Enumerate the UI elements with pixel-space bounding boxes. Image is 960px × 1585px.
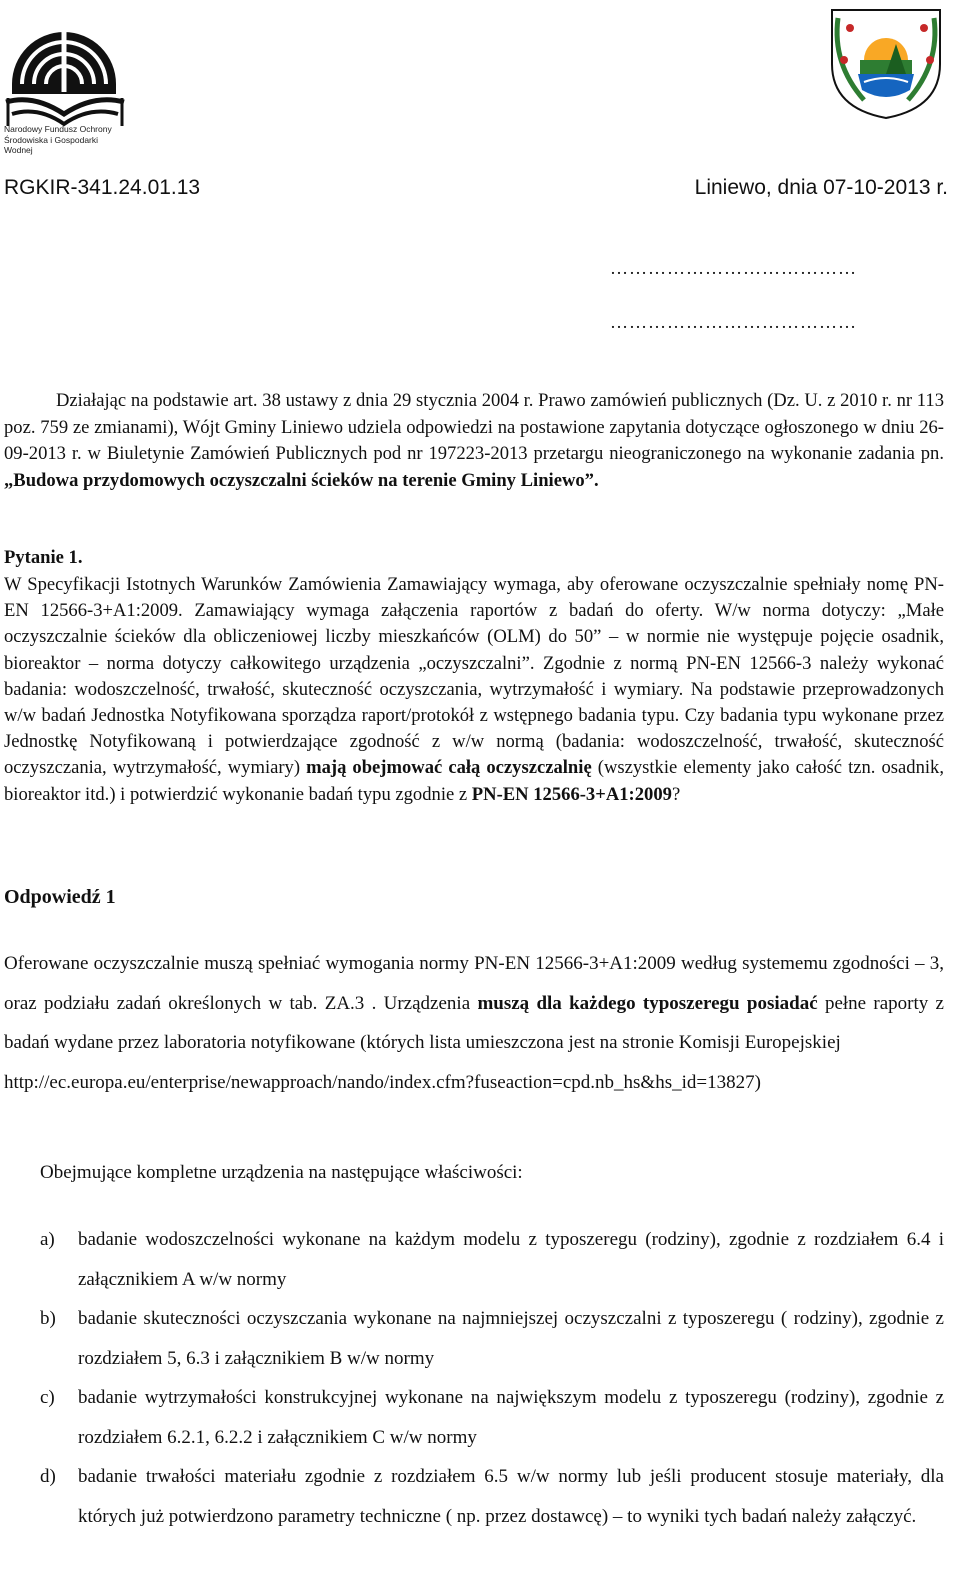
- list-marker: d): [40, 1466, 56, 1487]
- answer-heading: Odpowiedź 1: [4, 886, 116, 908]
- answer-text-part-2: pełne raporty z badań wydane przez laboratoria notyfikowane (których lista umieszczona jest na stronie Komisji Europejskiej: [4, 992, 944, 1053]
- place-and-date: Liniewo, dnia 07-10-2013 r.: [694, 176, 948, 199]
- nfosigw-caption-line-1: Narodowy Fundusz Ochrony: [4, 124, 112, 134]
- nando-url: http://ec.europa.eu/enterprise/newapproach/nando/index.cfm?fuseaction=cpd.nb_hs&hs_id=13827): [4, 1071, 761, 1093]
- contract-title: „Budowa przydomowych oczyszczalni ścieków na terenie Gminy Liniewo”.: [4, 469, 599, 491]
- intro-text: Działając na podstawie art. 38 ustawy z dnia 29 stycznia 2004 r. Prawo zamówień publicznych (Dz. U. z 2010 r. nr 113 poz. 759 ze zmianami), Wójt Gminy Liniewo udziela odpowiedzi na postawione zapytania dotyczące ogłoszonego w dniu 26-09-2013 r. w Biuletynie Zamówień Publicznych pod nr 197223-2013 przetargu nieograniczonego na wykonanie zadania pn.: [4, 390, 944, 464]
- addressee-line-2: …………………………………: [610, 312, 857, 332]
- question-text-part-2: (wszystkie elementy jako całość tzn. osadnik, bioreaktor itd.) i potwierdzić wykonanie badań typu zgodnie z: [4, 757, 944, 805]
- gmina-crest: [824, 4, 948, 122]
- document-reference: RGKIR-341.24.01.13: [4, 176, 201, 199]
- question-text-part-1: W Specyfikacji Istotnych Warunków Zamówienia Zamawiający wymaga, aby oferowane oczyszczalnie spełniały nomę PN-EN 12566-3+A1:2009. Zamawiający wymaga załączenia raportów z badań do oferty. W/w norma dotyczy: „Małe oczyszczalnie ścieków dla obliczeniowej liczby mieszkańców (OLM) do 50” – w normie nie występuje pojęcie osadnik, bioreaktor – norma dotyczy całkowitego urządzenia „oczyszczalni”. Zgodnie z normą PN-EN 12566-3 należy wykonać badania: wodoszczelność, trwałość, skuteczność oczyszczania, wytrzymałość i wymiary. Na podstawie przeprowadzonych w/w badań Jednostka Notyfikowana sporządza raport/protokół z wstępnego badania typu. Czy badania typu wykonane przez Jednostkę Notyfikowaną i potwierdzające zgodność z w/w normą (badania: wodoszczelność, trwałość, skuteczność oczyszczania, wytrzymałość, wymiary): [4, 574, 944, 779]
- question-bold-1: mają obejmować całą oczyszczalnię: [306, 757, 592, 779]
- question-text: [4, 572, 944, 808]
- intro-paragraph: [4, 388, 944, 494]
- list-item-text: badanie wodoszczelności wykonane na każdym modelu z typoszeregu (rodziny), zgodnie z rozdziałem 6.4 i załącznikiem A w/w normy: [78, 1229, 944, 1290]
- list-item: [4, 1457, 944, 1536]
- answer-list-intro: Obejmujące kompletne urządzenia na następujące właściwości:: [40, 1162, 523, 1183]
- answer-text: [4, 944, 944, 1102]
- list-marker: b): [40, 1308, 56, 1329]
- requirements-list: [4, 1220, 944, 1536]
- list-marker: a): [40, 1229, 55, 1250]
- question-bold-2: PN-EN 12566-3+A1:2009: [471, 783, 672, 805]
- answer-text-part-1: Oferowane oczyszczalnie muszą spełniać wymogania normy PN-EN 12566-3+A1:2009 według systememu zgodności – 3, oraz podziału zadań określonych w tab. ZA.3 . Urządzenia: [4, 953, 944, 1014]
- question-text-part-3: ?: [671, 783, 681, 805]
- nfosigw-caption-line-2: Środowiska i Gospodarki Wodnej: [4, 135, 99, 155]
- list-item-text: badanie wytrzymałości konstrukcyjnej wykonane na największym modelu z typoszeregu (rodziny), zgodnie z rozdziałem 6.2.1, 6.2.2 i załącznikiem C w/w normy: [78, 1387, 944, 1448]
- list-marker: c): [40, 1387, 55, 1408]
- list-item: [4, 1299, 944, 1378]
- list-item-text: badanie trwałości materiału zgodnie z rozdziałem 6.5 w/w normy lub jeśli producent stosuje materiały, dla których już potwierdzono parametry techniczne ( np. przez dostawcę) – to wyniki tych badań należy załączyć.: [78, 1466, 944, 1527]
- list-item: [4, 1378, 944, 1457]
- question-heading: Pytanie 1.: [4, 547, 83, 568]
- list-item-text: badanie skuteczności oczyszczania wykonane na najmniejszej oczyszczalni z typoszeregu ( rodziny), zgodnie z rozdziałem 5, 6.3 i załącznikiem B w/w normy: [78, 1308, 944, 1369]
- answer-bold-1: muszą dla każdego typoszeregu posiadać: [477, 992, 818, 1014]
- addressee-line-1: …………………………………: [610, 258, 857, 278]
- list-item: [4, 1220, 944, 1299]
